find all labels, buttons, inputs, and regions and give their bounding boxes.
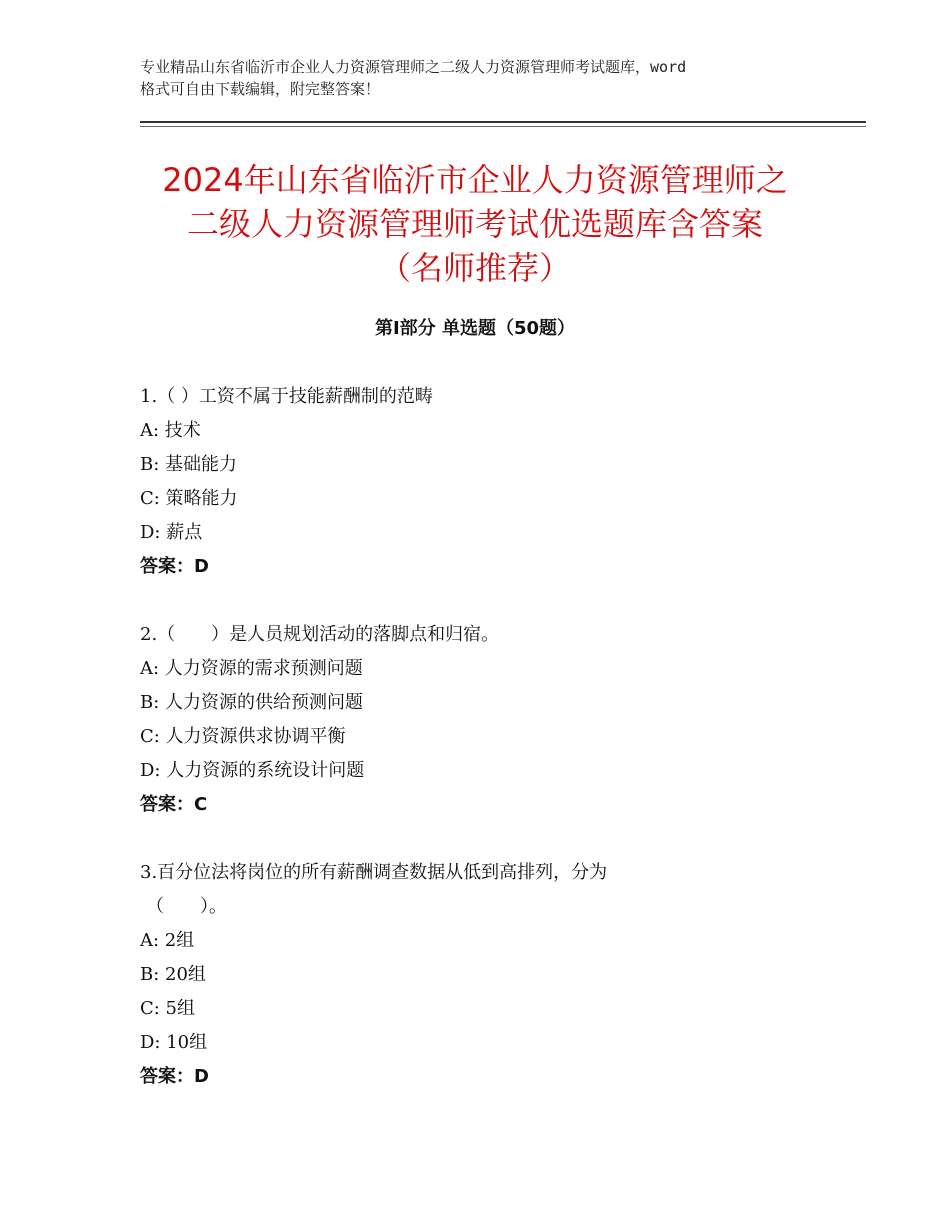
option-c: C: 人力资源供求协调平衡 (140, 726, 346, 747)
question-stem-continued: （ ）。 (146, 896, 227, 917)
header-note-line: 格式可自由下载编辑，附完整答案！ (140, 80, 381, 98)
answer: 答案：D (140, 1066, 209, 1087)
answer: 答案：C (140, 794, 208, 815)
question-item (140, 380, 860, 584)
spacer (140, 584, 860, 618)
spacer (140, 822, 860, 856)
section-heading: 第Ⅰ部分 单选题（50题） (374, 318, 575, 339)
title-line: 2024年山东省临沂市企业人力资源管理师之 (162, 161, 788, 199)
question-list (140, 380, 860, 1094)
title-line: （名师推荐） (378, 249, 571, 287)
option-a: A: 2组 (140, 930, 195, 951)
answer: 答案：D (140, 556, 209, 577)
question-item (140, 856, 860, 1094)
option-b: B: 人力资源的供给预测问题 (140, 692, 364, 713)
question-stem: 1.（ ）工资不属于技能薪酬制的范畴 (140, 386, 433, 407)
option-d: D: 人力资源的系统设计问题 (140, 760, 365, 781)
option-b: B: 20组 (140, 964, 206, 985)
header-note-line: 专业精品山东省临沂市企业人力资源管理师之二级人力资源管理师考试题库，word (140, 58, 687, 76)
option-c: C: 5组 (140, 998, 196, 1019)
option-d: D: 10组 (140, 1032, 208, 1053)
question-stem: 2.（ ）是人员规划活动的落脚点和归宿。 (140, 624, 500, 645)
header-divider (140, 121, 866, 123)
question-item (140, 618, 860, 822)
document-title (90, 158, 860, 290)
question-stem: 3.百分位法将岗位的所有薪酬调查数据从低到高排列，分为 (140, 862, 608, 883)
header-note (140, 56, 830, 100)
header-divider (140, 126, 866, 127)
option-b: B: 基础能力 (140, 454, 238, 475)
option-a: A: 人力资源的需求预测问题 (140, 658, 363, 679)
option-d: D: 薪点 (140, 522, 203, 543)
option-c: C: 策略能力 (140, 488, 238, 509)
title-line: 二级人力资源管理师考试优选题库含答案 (186, 205, 763, 243)
option-a: A: 技术 (140, 420, 201, 441)
